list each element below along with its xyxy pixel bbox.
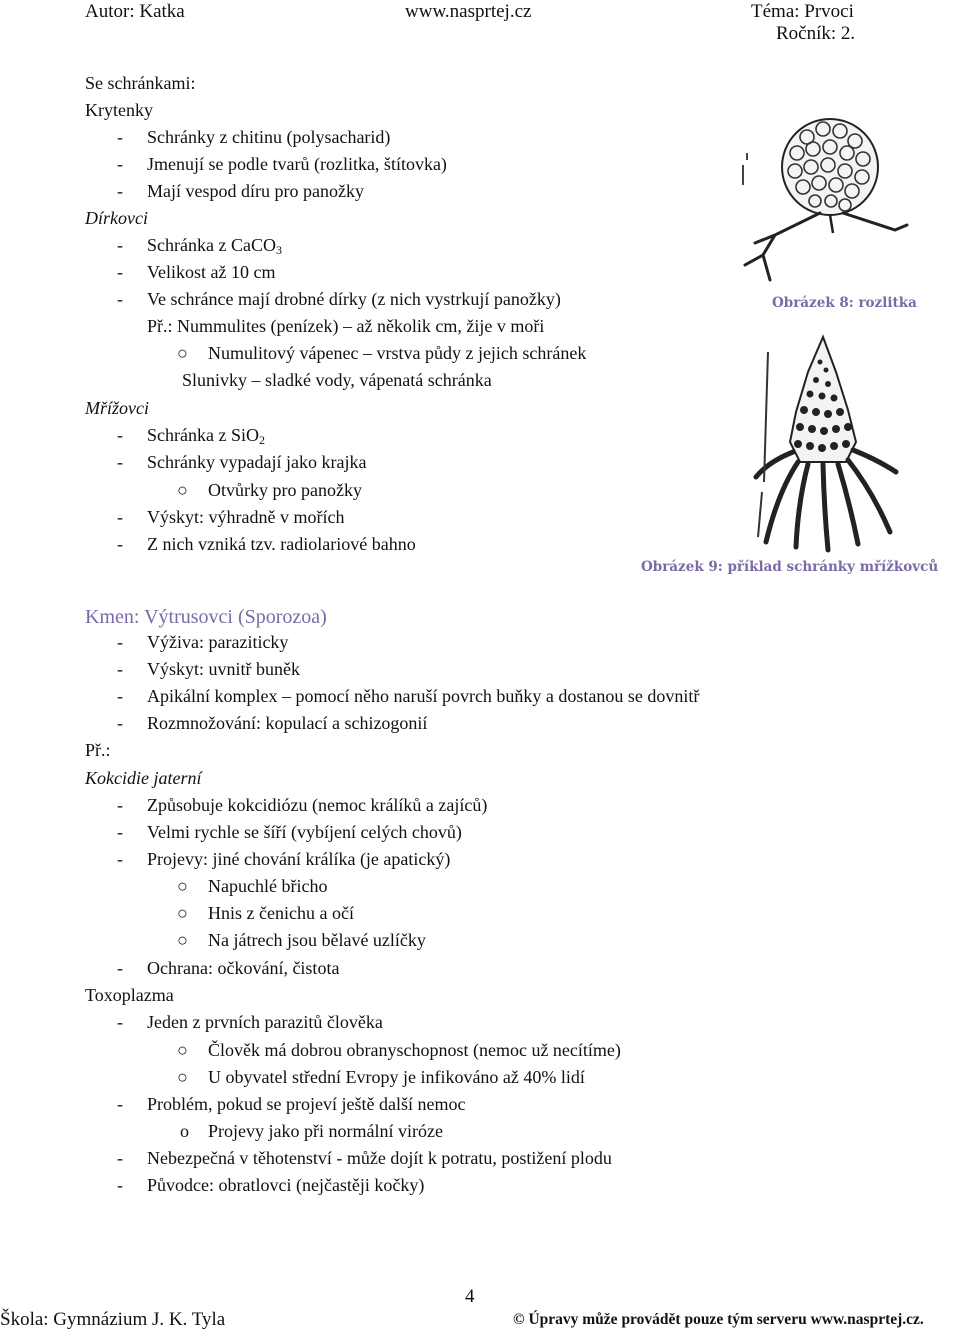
header-topic: Téma: Prvoci — [751, 1, 854, 22]
header-site: www.nasprtej.cz — [405, 1, 532, 22]
mrizovec-illustration — [738, 332, 913, 557]
header-author: Autor: Katka — [85, 1, 185, 22]
footer-copyright: © Úpravy může provádět pouze tým serveru www.nasprtej.cz. — [513, 1311, 924, 1328]
rozlitka-illustration — [735, 105, 915, 290]
example-label: Př.: — [85, 740, 111, 760]
figure-8-caption: Obrázek 8: rozlitka — [772, 295, 917, 311]
dirkovci-title: Dírkovci — [85, 208, 148, 228]
kokcidie-title: Kokcidie jaterní — [85, 768, 202, 788]
section-heading: Se schránkami: — [85, 73, 196, 93]
kmen-heading: Kmen: Výtrusovci (Sporozoa) — [85, 606, 327, 628]
footer-school: Škola: Gymnázium J. K. Tyla — [0, 1309, 226, 1330]
toxoplazma-title: Toxoplazma — [85, 985, 174, 1005]
dirkovci-example: Př.: Nummulites (penízek) – až několik cm, žije v moři — [147, 316, 545, 336]
page-number: 4 — [465, 1286, 475, 1307]
figure-9-caption: Obrázek 9: příklad schránky mřížkovců — [641, 559, 939, 575]
mrizovci-title: Mřížovci — [85, 398, 149, 418]
header-grade: Ročník: 2. — [776, 23, 856, 44]
krytenky-title: Krytenky — [85, 100, 153, 120]
slunivky-line: Slunivky – sladké vody, vápenatá schránka — [182, 370, 492, 390]
